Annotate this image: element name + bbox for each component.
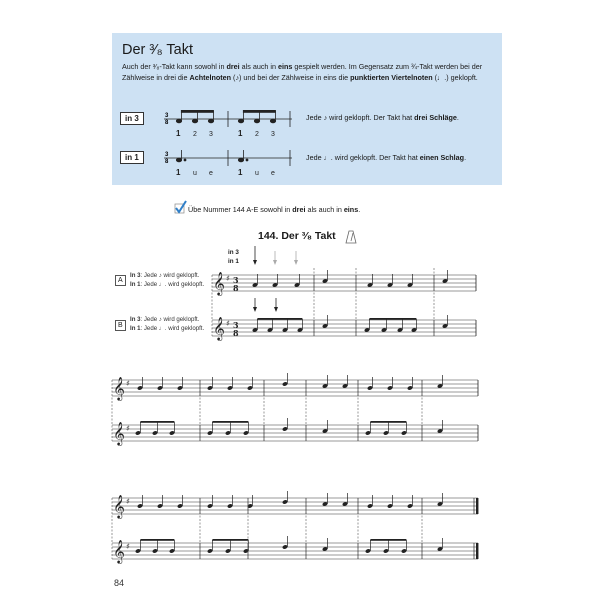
note-head	[322, 278, 328, 283]
dotted-quarter-2	[238, 150, 248, 162]
eighth-group-1	[176, 111, 213, 123]
count-r1-3: 1	[238, 129, 243, 138]
note-beam	[369, 318, 416, 320]
final-barline-thick	[476, 543, 478, 559]
note-head	[437, 428, 443, 433]
exercise-a-label: A	[115, 275, 126, 286]
note-beam	[257, 318, 302, 320]
note-head	[243, 548, 249, 553]
note-head	[225, 430, 231, 435]
note-head	[383, 548, 389, 553]
treble-clef-icon: 𝄞	[213, 271, 225, 295]
note-head	[169, 430, 175, 435]
svg-text:8: 8	[165, 159, 169, 165]
note-head	[407, 282, 413, 287]
treble-clef-icon: 𝄞	[113, 494, 125, 518]
eighth-group-2	[238, 111, 275, 123]
note-head	[243, 430, 249, 435]
row2-description: Jede ♩. wird geklopft. Der Takt hat einen Schlag.	[306, 153, 467, 162]
note-beam	[140, 539, 174, 541]
practice-instruction: Übe Nummer 144 A-E sowohl in drei als auch in eins.	[188, 205, 361, 214]
note-head	[177, 503, 183, 508]
count-r1-4: 2	[255, 131, 259, 138]
note-head	[437, 501, 443, 506]
note-head	[401, 430, 407, 435]
note-head	[365, 548, 371, 553]
checkmark-icon	[175, 201, 186, 213]
key-sharp-icon: ♯	[126, 379, 130, 388]
row1-description: Jede ♪ wird geklopft. Der Takt hat drei Schläge.	[306, 113, 459, 122]
svg-text:8: 8	[165, 120, 169, 126]
count-r1-5: 3	[271, 131, 275, 138]
count-r2-5: e	[271, 170, 275, 177]
note-head	[294, 282, 300, 287]
note-head	[247, 503, 253, 508]
note-head	[137, 503, 143, 508]
note-head	[282, 426, 288, 431]
note-head	[401, 548, 407, 553]
note-head	[207, 548, 213, 553]
note-head	[367, 282, 373, 287]
note-beam	[140, 421, 174, 423]
count-r1-1: 2	[193, 131, 197, 138]
note-head	[442, 278, 448, 283]
note-head	[135, 548, 141, 553]
row2-label: in 1	[120, 151, 144, 164]
note-head	[397, 327, 403, 332]
note-head	[297, 327, 303, 332]
note-head	[387, 282, 393, 287]
note-head	[135, 430, 141, 435]
count-r2-1: u	[193, 170, 197, 177]
note-head	[252, 282, 258, 287]
count-r1-0: 1	[176, 129, 181, 138]
arrow-head	[274, 307, 278, 312]
svg-text:3: 3	[165, 113, 169, 119]
arrow-head	[294, 260, 298, 265]
note-head	[322, 323, 328, 328]
note-head	[383, 430, 389, 435]
arrow-head	[253, 260, 257, 265]
info-box-title: Der ³⁄₈ Takt	[122, 42, 194, 58]
note-head	[267, 327, 273, 332]
key-sharp-icon: ♯	[126, 424, 130, 433]
exercise-a-instructions: In 3: Jede ♪ wird geklopft. In 1: Jede ♩. wird geklopft.	[130, 272, 205, 288]
note-head	[407, 503, 413, 508]
exercise-b-instructions: In 3: Jede ♪ wird geklopft. In 1: Jede ♩. wird geklopft.	[130, 316, 205, 332]
note-head	[367, 503, 373, 508]
note-head	[152, 430, 158, 435]
note-head	[387, 503, 393, 508]
note-head	[442, 323, 448, 328]
note-head	[207, 503, 213, 508]
note-head	[282, 544, 288, 549]
note-head	[342, 383, 348, 388]
count-r2-2: e	[209, 170, 213, 177]
note-head	[227, 503, 233, 508]
svg-text:3: 3	[165, 152, 169, 158]
count-r1-2: 3	[209, 131, 213, 138]
time-sig-top: 3	[233, 320, 239, 330]
key-sharp-icon: ♯	[126, 497, 130, 506]
note-head	[322, 428, 328, 433]
note-head	[252, 327, 258, 332]
note-head	[137, 385, 143, 390]
note-head	[157, 503, 163, 508]
arrow-head	[253, 307, 257, 312]
treble-clef-icon: 𝄞	[113, 376, 125, 400]
note-beam	[370, 421, 406, 423]
key-sharp-icon: ♯	[226, 319, 230, 328]
note-head	[322, 501, 328, 506]
time-sig-top: 3	[233, 275, 239, 285]
note-beam	[212, 539, 248, 541]
note-head	[322, 546, 328, 551]
note-head	[282, 499, 288, 504]
time-sig-bottom: 8	[233, 328, 239, 338]
note-head	[365, 430, 371, 435]
note-head	[169, 548, 175, 553]
info-box	[112, 33, 502, 185]
final-barline-thick	[476, 498, 478, 514]
note-head	[387, 385, 393, 390]
time-sig-bottom: 8	[233, 283, 239, 293]
in1-marker: in 1	[228, 258, 239, 265]
note-head	[225, 548, 231, 553]
note-head	[207, 385, 213, 390]
note-head	[272, 282, 278, 287]
dotted-quarter-1	[176, 150, 186, 162]
note-head	[282, 381, 288, 386]
note-head	[411, 327, 417, 332]
note-head	[342, 501, 348, 506]
note-head	[381, 327, 387, 332]
row1-label: in 3	[120, 112, 144, 125]
exercise-title: 144. Der ³⁄₈ Takt	[258, 230, 336, 242]
treble-clef-icon: 𝄞	[213, 316, 225, 340]
key-sharp-icon: ♯	[226, 274, 230, 283]
note-head	[407, 385, 413, 390]
metronome-icon	[346, 231, 356, 243]
note-head	[157, 385, 163, 390]
note-beam	[212, 421, 248, 423]
note-head	[437, 546, 443, 551]
info-box-text: Auch der ³⁄₈-Takt kann sowohl in drei als auch in eins gespielt werden. Im Gegensatz zum ¾-Takt werden bei der Zählweise in drei die Achtelnoten (♪) und bei der Zählweise in eins die punktierten Viertelnoten (♩.) geklopft.	[122, 62, 483, 82]
note-head	[367, 385, 373, 390]
count-r2-4: u	[255, 170, 259, 177]
note-head	[177, 385, 183, 390]
treble-clef-icon: 𝄞	[113, 421, 125, 445]
rhythm-notation	[112, 33, 502, 185]
treble-clef-icon: 𝄞	[113, 539, 125, 563]
count-r2-3: 1	[238, 168, 243, 177]
note-head	[322, 383, 328, 388]
note-beam	[370, 539, 406, 541]
note-head	[364, 327, 370, 332]
page-number: 84	[114, 578, 125, 588]
count-r2-0: 1	[176, 168, 181, 177]
note-head	[437, 383, 443, 388]
arrow-head	[273, 260, 277, 265]
note-head	[282, 327, 288, 332]
in3-marker: in 3	[228, 249, 239, 256]
note-head	[227, 385, 233, 390]
note-head	[207, 430, 213, 435]
note-head	[152, 548, 158, 553]
exercise-b-label: B	[115, 320, 126, 331]
note-head	[247, 385, 253, 390]
key-sharp-icon: ♯	[126, 542, 130, 551]
